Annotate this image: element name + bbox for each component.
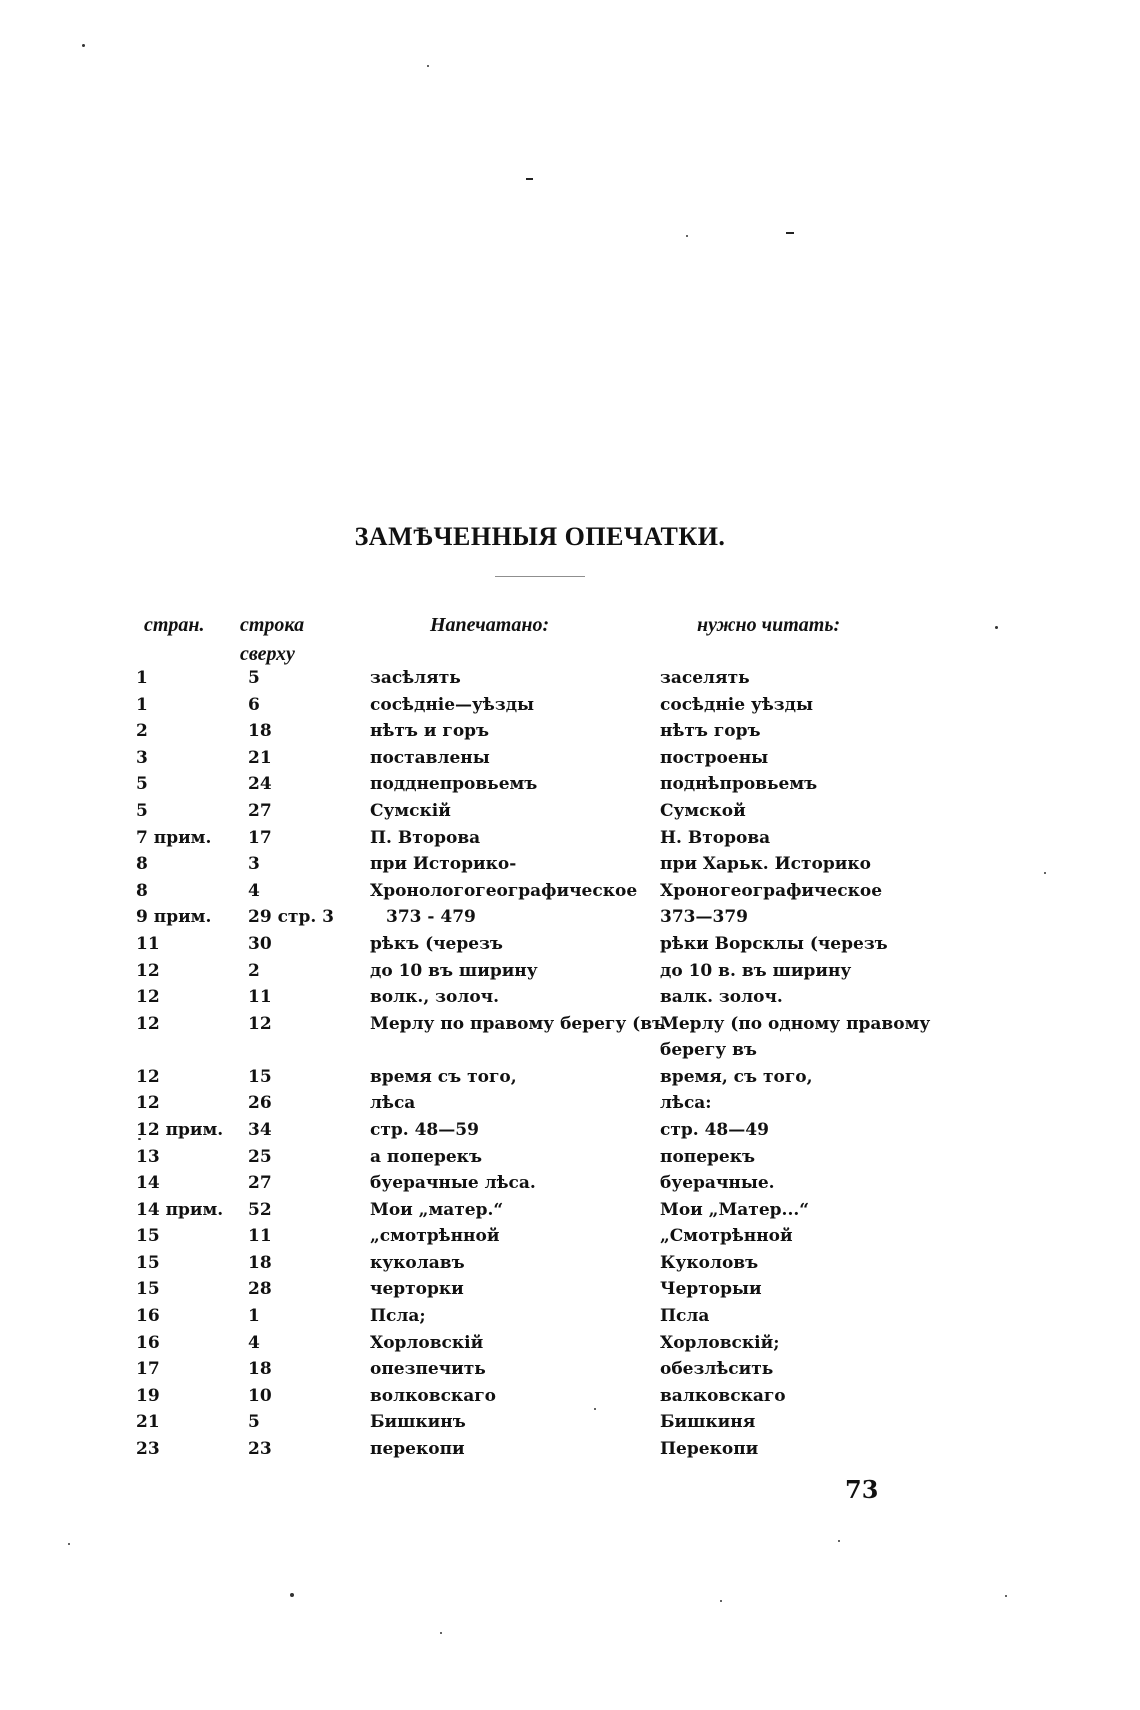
read-cell: „Смотрѣнной: [660, 1226, 793, 1247]
line-cell: 18: [248, 1252, 272, 1273]
scan-speck: [427, 65, 429, 67]
read-cell: Черторыи: [660, 1279, 762, 1300]
line-cell: 29 стр. 3: [248, 907, 335, 928]
errata-row: [0, 1250, 1140, 1277]
read-cell: поднѣпровьемъ: [660, 774, 818, 795]
errata-row: [0, 1011, 1140, 1064]
printed-cell: а поперекъ: [370, 1146, 482, 1167]
read-cell: время, съ того,: [660, 1066, 813, 1087]
printed-cell: при Историко-: [370, 854, 517, 875]
read-cell: стр. 48—49: [660, 1119, 769, 1140]
read-cell: буерачные.: [660, 1173, 775, 1194]
page-cell: 19: [136, 1385, 160, 1406]
printed-cell: Мои „матер.“: [370, 1199, 504, 1220]
page-number: 73: [845, 1475, 879, 1504]
errata-row: [0, 851, 1140, 878]
page-cell: 16: [136, 1332, 160, 1353]
header-line-top: строка: [240, 614, 305, 636]
line-cell: 6: [248, 694, 260, 715]
printed-cell: Бишкинъ: [370, 1412, 466, 1433]
errata-row: [0, 1303, 1140, 1330]
scan-mark: [786, 232, 794, 234]
printed-cell: сосѣдніе—уѣзды: [370, 694, 535, 715]
printed-cell: время съ того,: [370, 1066, 517, 1087]
errata-row: [0, 984, 1140, 1011]
read-cell: Мои „Матер...“: [660, 1199, 810, 1220]
line-cell: 15: [248, 1066, 272, 1087]
errata-row: [0, 1383, 1140, 1410]
errata-row: [0, 878, 1140, 905]
errata-table: [0, 665, 1140, 1463]
errata-row: [0, 1170, 1140, 1197]
page-cell: 12: [136, 1066, 160, 1087]
line-cell: 3: [248, 854, 260, 875]
printed-cell: буерачные лѣса.: [370, 1173, 536, 1194]
line-cell: 30: [248, 933, 272, 954]
page-cell: 8: [136, 854, 148, 875]
errata-row: [0, 718, 1140, 745]
errata-row: [0, 1356, 1140, 1383]
errata-row: [0, 825, 1140, 852]
scan-mark: [526, 178, 533, 180]
line-cell: 18: [248, 1359, 272, 1380]
line-cell: 4: [248, 880, 260, 901]
printed-cell: куколавъ: [370, 1252, 465, 1273]
printed-cell: до 10 въ ширину: [370, 960, 538, 981]
line-cell: 23: [248, 1439, 272, 1460]
errata-row: [0, 665, 1140, 692]
errata-row: [0, 798, 1140, 825]
read-cell: рѣки Ворсклы (черезъ: [660, 933, 888, 954]
printed-cell: Псла;: [370, 1306, 426, 1327]
errata-row: [0, 958, 1140, 985]
read-cell: валковскаго: [660, 1385, 786, 1406]
errata-row: [0, 1223, 1140, 1250]
printed-cell: стр. 48—59: [370, 1119, 479, 1140]
line-cell: 12: [248, 1013, 272, 1034]
page-cell: 12: [136, 1093, 160, 1114]
printed-cell: волковскаго: [370, 1385, 496, 1406]
printed-cell: нѣтъ и горъ: [370, 721, 490, 742]
page-cell: 1: [136, 694, 148, 715]
printed-cell: 373 - 479: [386, 907, 476, 928]
line-cell: 2: [248, 960, 260, 981]
header-should-read: нужно читать:: [697, 614, 841, 636]
read-cell: построены: [660, 747, 769, 768]
page-cell: 12: [136, 1013, 160, 1034]
line-cell: 25: [248, 1146, 272, 1167]
read-cell: лѣса:: [660, 1093, 712, 1114]
scan-speck: [82, 44, 85, 47]
page-cell: 21: [136, 1412, 160, 1433]
line-cell: 10: [248, 1385, 272, 1406]
page-cell: 12: [136, 987, 160, 1008]
printed-cell: лѣса: [370, 1093, 416, 1114]
errata-row: [0, 931, 1140, 958]
errata-row: [0, 1064, 1140, 1091]
scan-speck: [838, 1540, 840, 1542]
read-cell: Куколовъ: [660, 1252, 759, 1273]
printed-cell: опезпечить: [370, 1359, 486, 1380]
read-cell: нѣтъ горъ: [660, 721, 761, 742]
scan-speck: [995, 626, 998, 629]
line-cell: 52: [248, 1199, 272, 1220]
printed-cell: подднепровьемъ: [370, 774, 538, 795]
read-cell: Хорловскій;: [660, 1332, 780, 1353]
read-cell: при Харьк. Историко: [660, 854, 871, 875]
line-cell: 18: [248, 721, 272, 742]
line-cell: 5: [248, 668, 260, 688]
page-cell: 11: [136, 933, 160, 954]
page-cell: 12: [136, 960, 160, 981]
line-cell: 17: [248, 827, 272, 848]
page-cell: 15: [136, 1252, 160, 1273]
page-cell: 5: [136, 774, 148, 795]
scan-speck: [440, 1632, 442, 1634]
errata-row: [0, 692, 1140, 719]
printed-cell: Хорловскій: [370, 1332, 484, 1353]
errata-row: [0, 1409, 1140, 1436]
printed-cell: волк., золоч.: [370, 987, 500, 1008]
line-cell: 24: [248, 774, 272, 795]
line-cell: 28: [248, 1279, 272, 1300]
errata-row: [0, 771, 1140, 798]
line-cell: 4: [248, 1332, 260, 1353]
read-cell: Перекопи: [660, 1439, 759, 1460]
errata-row: [0, 1117, 1140, 1144]
page-cell: 3: [136, 747, 148, 768]
read-cell: 373—379: [660, 907, 748, 928]
page-cell: 23: [136, 1439, 160, 1460]
line-cell: 26: [248, 1093, 272, 1114]
read-cell: Мерлу (по одному правому берегу въ: [660, 1013, 931, 1061]
printed-cell: засѣлять: [370, 668, 461, 688]
page-cell: 7 прим.: [136, 827, 212, 848]
page-cell: 5: [136, 800, 148, 821]
page-cell: 14: [136, 1173, 160, 1194]
page-cell: 12 прим.: [136, 1119, 224, 1140]
scan-speck: [68, 1543, 70, 1545]
page-cell: 14 прим.: [136, 1199, 224, 1220]
page-cell: 2: [136, 721, 148, 742]
header-printed: Напечатано:: [430, 614, 550, 636]
read-cell: поперекъ: [660, 1146, 756, 1167]
errata-row: [0, 1144, 1140, 1171]
read-cell: Н. Второва: [660, 827, 771, 848]
printed-cell: Мерлу по правому берегу (въ: [370, 1013, 666, 1034]
errata-row: [0, 1436, 1140, 1463]
scan-speck: [686, 235, 688, 237]
line-cell: 27: [248, 800, 272, 821]
read-cell: заселять: [660, 668, 750, 688]
printed-cell: Сумскій: [370, 800, 451, 821]
scan-speck: [1005, 1595, 1007, 1597]
line-cell: 1: [248, 1306, 260, 1327]
page-cell: 1: [136, 668, 148, 688]
read-cell: валк. золоч.: [660, 987, 783, 1008]
read-cell: Сумской: [660, 800, 746, 821]
line-cell: 5: [248, 1412, 260, 1433]
printed-cell: „смотрѣнной: [370, 1226, 500, 1247]
printed-cell: рѣкъ (черезъ: [370, 933, 503, 954]
page-title: ЗАМѢЧЕННЫЯ ОПЕЧАТКИ.: [354, 522, 726, 551]
errata-row: [0, 904, 1140, 931]
line-cell: 21: [248, 747, 272, 768]
page-cell: 16: [136, 1306, 160, 1327]
page-cell: 13: [136, 1146, 160, 1167]
printed-cell: черторки: [370, 1279, 464, 1300]
line-cell: 34: [248, 1119, 272, 1140]
errata-row: [0, 1330, 1140, 1357]
printed-cell: перекопи: [370, 1439, 465, 1460]
scan-speck: [290, 1593, 294, 1597]
read-cell: обезлѣсить: [660, 1359, 774, 1380]
page-cell: 15: [136, 1226, 160, 1247]
line-cell: 11: [248, 1226, 272, 1247]
errata-row: [0, 745, 1140, 772]
line-cell: 11: [248, 987, 272, 1008]
read-cell: Бишкиня: [660, 1412, 756, 1433]
scan-speck: [720, 1600, 722, 1602]
printed-cell: Хронологогеографическое: [370, 880, 638, 901]
line-cell: 27: [248, 1173, 272, 1194]
errata-row: [0, 1197, 1140, 1224]
page-cell: 8: [136, 880, 148, 901]
printed-cell: П. Второва: [370, 827, 481, 848]
read-cell: Псла: [660, 1306, 710, 1327]
title-ornament: [495, 576, 585, 580]
page-cell: 17: [136, 1359, 160, 1380]
printed-cell: поставлены: [370, 747, 490, 768]
read-cell: Хроногеографическое: [660, 880, 883, 901]
header-page: стран.: [144, 614, 205, 636]
page-cell: 15: [136, 1279, 160, 1300]
errata-row: [0, 1090, 1140, 1117]
errata-row: [0, 1276, 1140, 1303]
header-line-bottom: сверху: [240, 643, 295, 665]
read-cell: сосѣдніе уѣзды: [660, 694, 814, 715]
read-cell: до 10 в. въ ширину: [660, 960, 852, 981]
page-cell: 9 прим.: [136, 907, 212, 928]
